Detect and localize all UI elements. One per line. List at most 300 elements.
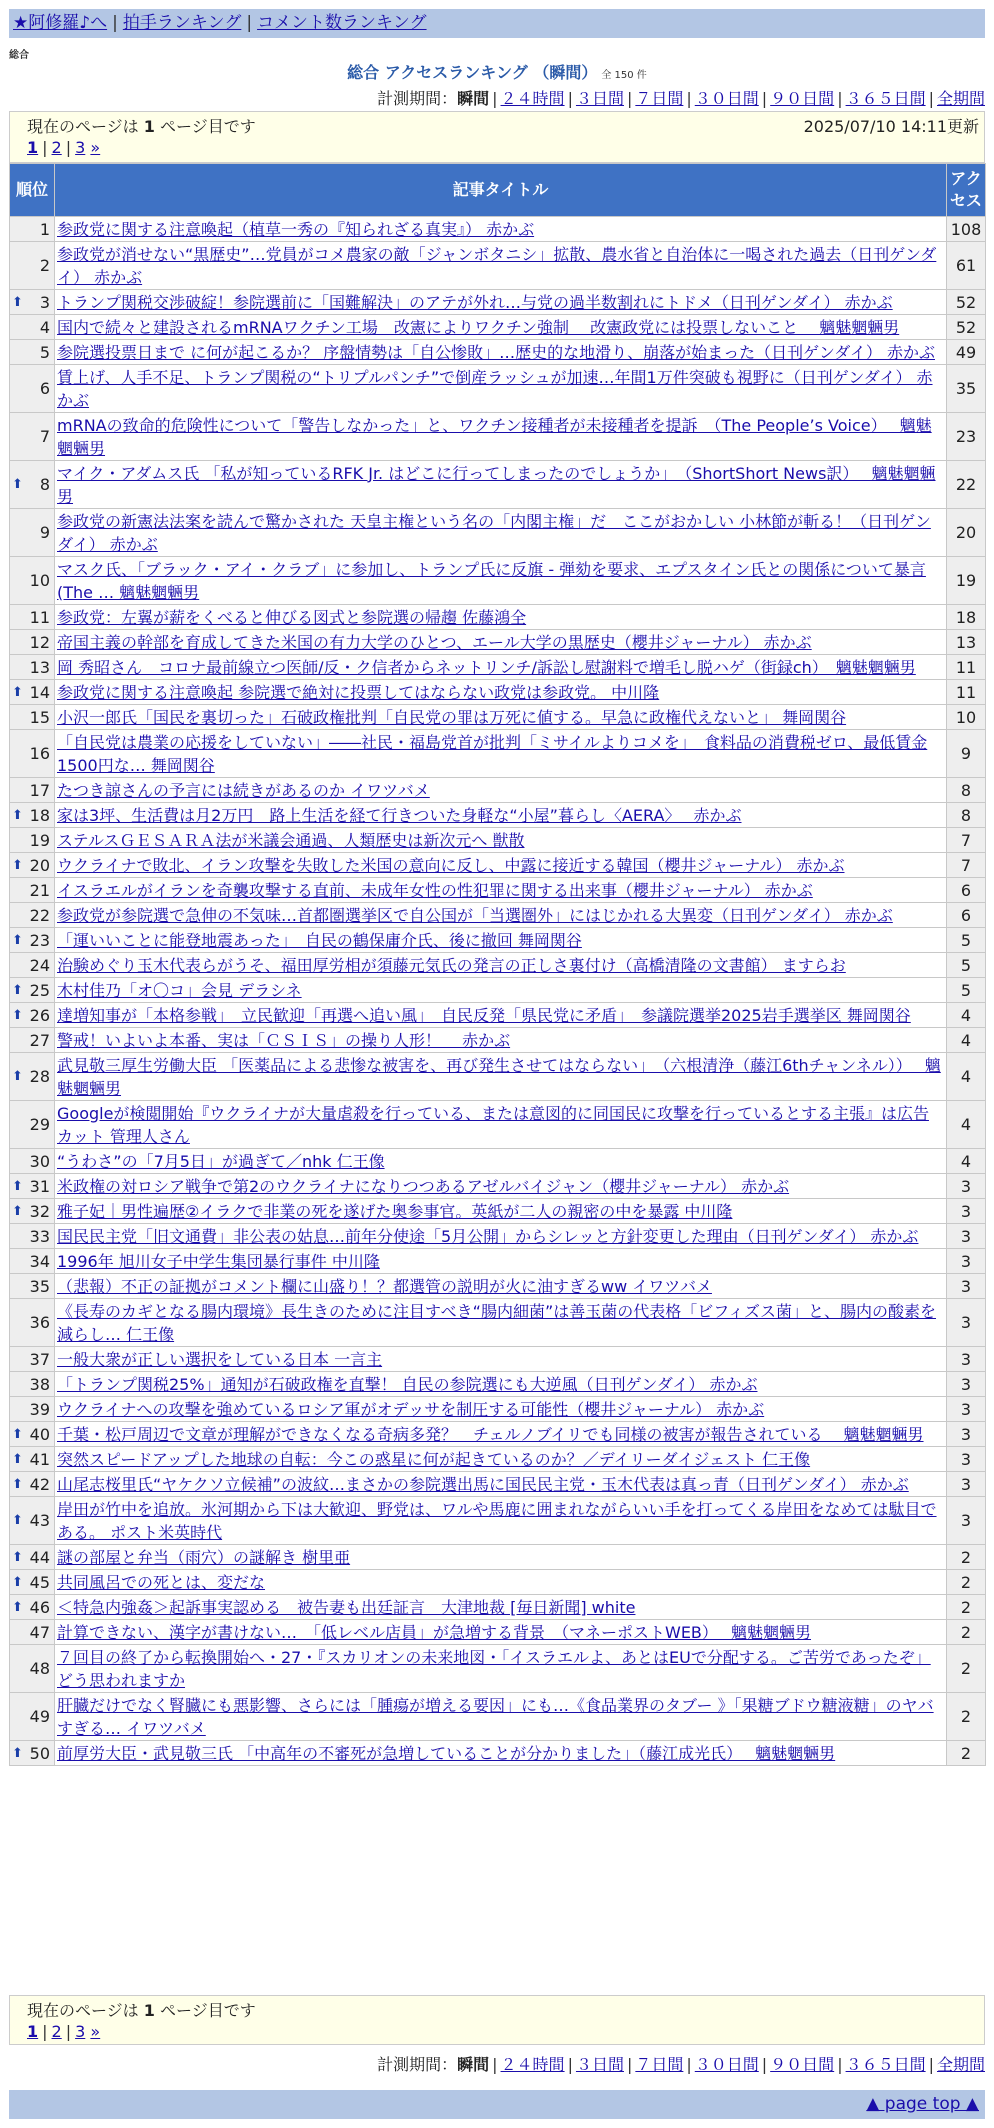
- table-row: [10, 853, 986, 878]
- rank-number: 4: [39, 317, 50, 337]
- rank-cell: [10, 605, 55, 630]
- article-link[interactable]: マスク氏、「ブラック・アイ・クラブ」に参加し、トランプ氏に反旗 - 弾劾を要求、エプスタイン氏との関係について暴言(The … 魑魅魍魎男: [57, 559, 926, 602]
- title-cell: [55, 1174, 947, 1199]
- access-count: 61: [947, 242, 986, 290]
- rank-cell: [10, 1620, 55, 1645]
- header-title: 記事タイトル: [55, 164, 947, 217]
- title-cell: [55, 1645, 947, 1693]
- rank-number: 47: [29, 1622, 50, 1642]
- header-access: アクセス: [947, 164, 986, 217]
- rank-cell: [10, 680, 55, 705]
- rank-cell: [10, 1101, 55, 1149]
- rank-cell: [10, 461, 55, 509]
- article-link[interactable]: 参政党が消せない“黒歴史”…党員がコメ農家の敵「ジャンボタニシ」拡散、農水省と自治体に一喝された過去（日刊ゲンダイ） 赤かぶ: [57, 244, 937, 287]
- access-count: 3: [947, 1422, 986, 1447]
- table-row: [10, 630, 986, 655]
- article-link[interactable]: 参政党に関する注意喚起 参院選で絶対に投票してはならない政党は参政党。 中川隆: [57, 682, 660, 702]
- article-link[interactable]: 雅子妃｜男性遍歴②イラクで非業の死を遂げた奥参事官。英紙が二人の親密の中を暴露 中川隆: [57, 1201, 733, 1221]
- table-row: [10, 1224, 986, 1249]
- title-cell: [55, 1497, 947, 1545]
- table-row: [10, 340, 986, 365]
- rank-cell: [10, 655, 55, 680]
- period-option-3[interactable]: ３０日間: [694, 89, 759, 108]
- title-cell: [55, 1620, 947, 1645]
- rank-number: 16: [29, 744, 50, 763]
- arrow-up-icon: ⬆: [12, 857, 23, 873]
- access-count: 2: [947, 1645, 986, 1693]
- article-link[interactable]: 家は3坪、生活費は月2万円 路上生活を経て行きついた身軽な“小屋”暮らし〈AERA〉 赤かぶ: [57, 805, 742, 825]
- article-link[interactable]: 千葉・松戸周辺で文章が理解ができなくなる奇病多発？ チェルノブイリでも同様の被害が報告されている 魑魅魍魎男: [57, 1424, 924, 1444]
- access-count: 3: [947, 1347, 986, 1372]
- article-link[interactable]: 参政党の新憲法法案を読んで驚かされた 天皇主権という名の「内閣主権」だ ここがおかしい 小林節が斬る！（日刊ゲンダイ） 赤かぶ: [57, 511, 931, 554]
- page-separator: |: [65, 2022, 72, 2041]
- article-link[interactable]: 山尾志桜里氏“ヤケクソ立候補”の波紋…まさかの参院選出馬に国民民主党・玉木代表は真っ青（日刊ゲンダイ） 赤かぶ: [57, 1474, 909, 1494]
- rank-cell: [10, 1347, 55, 1372]
- rank-cell: [10, 1447, 55, 1472]
- rank-number: 26: [29, 1005, 50, 1025]
- arrow-up-icon: ⬆: [12, 294, 23, 310]
- title-cell: [55, 778, 947, 803]
- table-row: [10, 928, 986, 953]
- table-row: [10, 242, 986, 290]
- title-cell: [55, 1003, 947, 1028]
- period-separator: |: [567, 2055, 573, 2074]
- clap-ranking-link[interactable]: 拍手ランキング: [122, 13, 242, 33]
- rank-cell: [10, 1595, 55, 1620]
- article-link[interactable]: 小沢一郎氏「国民を裏切った」石破政権批判「自民党の罪は万死に値する。早急に政権代えないと」 舞岡関谷: [57, 707, 847, 727]
- table-row: [10, 705, 986, 730]
- current-page-text: [27, 1998, 256, 2021]
- article-link[interactable]: 参院選投票日まで に何が起こるか？ 序盤情勢は「自公惨敗」…歴史的な地滑り、崩落が始まった（日刊ゲンダイ） 赤かぶ: [57, 342, 935, 362]
- article-link[interactable]: ＜特急内強姦＞起訴事実認める 被告妻も出廷証言 大津地裁 [毎日新聞] white: [57, 1597, 636, 1617]
- title-cell: [55, 705, 947, 730]
- access-count: 5: [947, 953, 986, 978]
- rank-number: 32: [29, 1201, 50, 1221]
- article-link[interactable]: 治験めぐり玉木代表らがうそ、福田厚労相が須藤元気氏の発言の正しさ裏付け（高橋清隆の文書館） ますらお: [57, 955, 846, 975]
- current-page-number: 1: [143, 2001, 155, 2020]
- period-option-2[interactable]: ７日間: [635, 2055, 684, 2074]
- access-count: 3: [947, 1299, 986, 1347]
- article-link[interactable]: トランプ関税交渉破綻！参院選前に「国難解決」のアテが外れ…与党の過半数割れにトドメ（日刊ゲンダイ） 赤かぶ: [57, 292, 893, 312]
- article-link[interactable]: ７回目の終了から転換開始へ・27・『スカリオンの未来地図・「イスラエルよ、あとはEUで分配する。ご苦労であったぞ」 どう思われますか: [57, 1647, 931, 1690]
- title-cell: [55, 1472, 947, 1497]
- current-page-prefix: 現在のページは: [27, 2001, 139, 2020]
- page-link-1[interactable]: 1: [27, 2022, 39, 2041]
- arrow-up-icon: ⬆: [12, 1574, 23, 1590]
- title-cell: [55, 1249, 947, 1274]
- page-top-link[interactable]: ▲ page top ▲: [866, 2094, 979, 2114]
- rank-cell: [10, 1199, 55, 1224]
- title-cell: [55, 217, 947, 242]
- period-option-1[interactable]: ３日間: [575, 2055, 624, 2074]
- rank-number: 18: [29, 805, 50, 825]
- title-cell: [55, 928, 947, 953]
- title-cell: [55, 1224, 947, 1249]
- title-cell: [55, 365, 947, 413]
- title-cell: [55, 1347, 947, 1372]
- current-page-suffix: ページ目です: [160, 2001, 256, 2020]
- rank-cell: [10, 1003, 55, 1028]
- title-cell: [55, 828, 947, 853]
- page-link-3[interactable]: 3: [75, 2022, 86, 2041]
- article-link[interactable]: Googleが検閲開始『ウクライナが大量虐殺を行っている、または意図的に同国民に攻撃を行っているとする主張』は広告カット 管理人さん: [57, 1103, 929, 1146]
- access-count: 4: [947, 1028, 986, 1053]
- article-link[interactable]: 前厚労大臣・武見敬三氏 「中高年の不審死が急増していることが分かりました」（藤江成光氏） 魑魅魍魎男: [57, 1743, 836, 1763]
- article-link[interactable]: 一般大衆が正しい選択をしている日本 一言主: [57, 1349, 383, 1369]
- next-page-link[interactable]: »: [90, 138, 101, 157]
- period-option-4[interactable]: ９０日間: [770, 89, 835, 108]
- access-count: 2: [947, 1741, 986, 1766]
- period-option-6[interactable]: 全期間: [936, 2055, 985, 2074]
- rank-number: 8: [39, 475, 50, 494]
- article-link[interactable]: イスラエルがイランを奇襲攻撃する直前、未成年女性の性犯罪に関する出来事（櫻井ジャーナル） 赤かぶ: [57, 880, 813, 900]
- total-count: 全 150 件: [601, 70, 647, 81]
- article-link[interactable]: 達増知事が「本格参戦」 立民歓迎「再選へ追い風」 自民反発「県民党に矛盾」 参議院選挙2025岩手選挙区 舞岡関谷: [57, 1005, 911, 1025]
- rank-cell: [10, 630, 55, 655]
- table-row: [10, 365, 986, 413]
- rank-cell: [10, 315, 55, 340]
- rank-cell: [10, 1645, 55, 1693]
- access-count: 23: [947, 413, 986, 461]
- article-link[interactable]: ウクライナへの攻撃を強めているロシア軍がオデッサを制圧する可能性（櫻井ジャーナル） 赤かぶ: [57, 1399, 765, 1419]
- rank-number: 13: [29, 657, 50, 677]
- title-cell: [55, 953, 947, 978]
- rank-cell: [10, 828, 55, 853]
- table-row: [10, 1149, 986, 1174]
- category-label: 総合: [9, 50, 29, 61]
- comment-ranking-link[interactable]: コメント数ランキング: [257, 13, 427, 33]
- page-link-3[interactable]: 3: [75, 138, 86, 157]
- title-cell: [55, 1274, 947, 1299]
- rank-number: 38: [29, 1374, 50, 1394]
- period-separator: |: [837, 89, 843, 108]
- title-cell: [55, 803, 947, 828]
- title-cell: [55, 730, 947, 778]
- title-cell: [55, 1595, 947, 1620]
- article-link[interactable]: 突然スピードアップした地球の自転：今この惑星に何が起きているのか？／デイリーダイジェスト 仁王像: [57, 1449, 811, 1469]
- nav-separator: |: [246, 13, 253, 33]
- rank-number: 19: [29, 830, 50, 850]
- arrow-up-icon: ⬆: [12, 1451, 23, 1467]
- period-option-6[interactable]: 全期間: [936, 89, 985, 108]
- rank-number: 35: [29, 1276, 50, 1296]
- rank-cell: [10, 1741, 55, 1766]
- period-label: 計測期間：: [377, 89, 458, 108]
- rank-cell: [10, 1693, 55, 1741]
- rank-cell: [10, 413, 55, 461]
- table-row: [10, 461, 986, 509]
- page-separator: |: [42, 138, 48, 157]
- period-option-0[interactable]: ２４時間: [500, 2055, 565, 2074]
- article-link[interactable]: 帝国主義の幹部を育成してきた米国の有力大学のひとつ、エール大学の黒歴史（櫻井ジャーナル） 赤かぶ: [57, 632, 812, 652]
- article-link[interactable]: 《長寿のカギとなる腸内環境》長生きのために注目すべき“腸内細菌”は善玉菌の代表格「ビフィズス菌」と、腸内の酸素を減らし… 仁王像: [57, 1301, 936, 1344]
- access-count: 13: [947, 630, 986, 655]
- access-count: 52: [947, 290, 986, 315]
- rank-number: 21: [29, 880, 50, 900]
- rank-number: 11: [29, 607, 50, 627]
- arrow-up-icon: ⬆: [12, 1513, 23, 1528]
- title-cell: [55, 340, 947, 365]
- access-count: 6: [947, 903, 986, 928]
- arrow-up-icon: ⬆: [12, 1476, 23, 1492]
- table-row: [10, 1274, 986, 1299]
- title-cell: [55, 315, 947, 340]
- article-link[interactable]: 共同風呂での死とは、変だな: [57, 1572, 266, 1592]
- article-link[interactable]: たつき諒さんの予言には続きがあるのか イワツバメ: [57, 780, 430, 800]
- access-count: 3: [947, 1199, 986, 1224]
- rank-cell: [10, 557, 55, 605]
- rank-cell: [10, 1545, 55, 1570]
- period-separator: |: [686, 2055, 692, 2074]
- page-links: [27, 138, 100, 157]
- rank-cell: [10, 340, 55, 365]
- rank-number: 5: [39, 342, 50, 362]
- rank-cell: [10, 928, 55, 953]
- article-link[interactable]: 「自民党は農業の応援をしていない」――社民・福島党首が批判「ミサイルよりコメを」 食料品の消費税ゼロ、最低賃金1500円な… 舞岡関谷: [57, 732, 928, 775]
- access-count: 2: [947, 1693, 986, 1741]
- current-page-number: 1: [143, 117, 155, 136]
- period-option-0[interactable]: ２４時間: [500, 89, 565, 108]
- rank-number: 3: [39, 292, 50, 312]
- arrow-up-icon: ⬆: [12, 1599, 23, 1615]
- rank-number: 14: [29, 682, 50, 702]
- arrow-up-icon: ⬆: [12, 1007, 23, 1023]
- title-cell: [55, 1299, 947, 1347]
- home-link[interactable]: ★阿修羅♪へ: [13, 13, 108, 33]
- period-separator: |: [492, 89, 498, 108]
- article-link[interactable]: ウクライナで敗北、イラン攻撃を失敗した米国の意向に反し、中露に接近する韓国（櫻井ジャーナル） 赤かぶ: [57, 855, 845, 875]
- rank-number: 10: [29, 571, 50, 590]
- table-row: [10, 1620, 986, 1645]
- title-cell: [55, 1199, 947, 1224]
- rank-number: 40: [29, 1424, 50, 1444]
- rank-number: 7: [39, 427, 50, 446]
- rank-cell: [10, 509, 55, 557]
- article-link[interactable]: 謎の部屋と弁当（雨穴）の謎解き 樹里亜: [57, 1547, 351, 1567]
- rank-cell: [10, 903, 55, 928]
- table-row: [10, 1199, 986, 1224]
- arrow-up-icon: ⬆: [12, 982, 23, 998]
- arrow-up-icon: ⬆: [12, 807, 23, 823]
- rank-number: 9: [39, 523, 50, 542]
- rank-cell: [10, 242, 55, 290]
- rank-number: 41: [29, 1449, 50, 1469]
- rank-number: 1: [39, 219, 50, 239]
- period-separator: |: [626, 2055, 633, 2074]
- period-option-5[interactable]: ３６５日間: [845, 89, 926, 108]
- rank-cell: [10, 778, 55, 803]
- table-row: [10, 1422, 986, 1447]
- period-separator: |: [761, 2055, 768, 2074]
- rank-cell: [10, 1299, 55, 1347]
- nav-separator: |: [112, 13, 118, 33]
- article-link[interactable]: 肝臓だけでなく腎臓にも悪影響、さらには「腫瘍が増える要因」にも…《食品業界のタブー 》「果糖ブドウ糖液糖」のヤバすぎる… イワツバメ: [57, 1695, 934, 1738]
- rank-number: 44: [29, 1547, 50, 1567]
- article-link[interactable]: “うわさ”の「7月5日」が過ぎて／nhk 仁王像: [57, 1151, 385, 1171]
- access-count: 3: [947, 1249, 986, 1274]
- table-row: [10, 1347, 986, 1372]
- arrow-up-icon: ⬆: [12, 1426, 23, 1442]
- rank-number: 30: [29, 1151, 50, 1171]
- article-link[interactable]: 岸田が竹中を追放。氷河期から下は大歓迎、野党は、ワルや馬鹿に囲まれながらいい手を打ってくる岸田をなめては駄目である。 ポスト米英時代: [57, 1499, 937, 1542]
- title-cell: [55, 1149, 947, 1174]
- access-count: 2: [947, 1545, 986, 1570]
- access-count: 22: [947, 461, 986, 509]
- title-cell: [55, 242, 947, 290]
- table-row: [10, 557, 986, 605]
- table-row: [10, 1028, 986, 1053]
- article-link[interactable]: マイク・アダムス氏 「私が知っているRFK Jr. はどこに行ってしまったのでしょうか」 （ShortShort News訳） 魑魅魍魎男: [57, 463, 936, 506]
- rank-number: 45: [29, 1572, 50, 1592]
- rank-number: 36: [29, 1313, 50, 1332]
- table-row: [10, 978, 986, 1003]
- article-link[interactable]: ステルスＧＥＳＡＲＡ法が米議会通過、人類歴史は新次元へ 獣散: [57, 830, 525, 850]
- article-link[interactable]: 計算できない、漢字が書けない… 「低レベル店員」が急増する背景 （マネーポストWEB） 魑魅魍魎男: [57, 1622, 811, 1642]
- period-option-4[interactable]: ９０日間: [770, 2055, 835, 2074]
- table-row: [10, 1053, 986, 1101]
- rank-number: 28: [29, 1067, 50, 1086]
- title-cell: [55, 903, 947, 928]
- title-cell: [55, 1422, 947, 1447]
- article-link[interactable]: mRNAの致命的危険性について「警告しなかった」と、ワクチン接種者が未接種者を提訴 （The People’s Voice） 魑魅魍魎男: [57, 415, 932, 458]
- access-count: 3: [947, 1472, 986, 1497]
- article-link[interactable]: 参政党に関する注意喚起（植草一秀の『知られざる真実』） 赤かぶ: [57, 219, 535, 239]
- ranking-title: 総合 アクセスランキング （瞬間）: [347, 63, 598, 82]
- article-link[interactable]: 米政権の対ロシア戦争で第2のウクライナになりつつあるアゼルバイジャン（櫻井ジャーナル） 赤かぶ: [57, 1176, 790, 1196]
- ranking-rows: [10, 217, 986, 1766]
- article-link[interactable]: 武見敬三厚生労働大臣 「医薬品による悲惨な被害を、再び発生させてはならない」 （六根清浄（藤江6thチャンネル）） 魑魅魍魎男: [57, 1055, 941, 1098]
- table-row: [10, 878, 986, 903]
- rank-number: 37: [29, 1349, 50, 1369]
- table-row: [10, 803, 986, 828]
- table-row: [10, 778, 986, 803]
- bottom-bar: [9, 2090, 985, 2119]
- arrow-up-icon: ⬆: [12, 684, 23, 700]
- rank-number: 34: [29, 1251, 50, 1271]
- access-count: 35: [947, 365, 986, 413]
- access-count: 2: [947, 1595, 986, 1620]
- table-row: [10, 730, 986, 778]
- rank-number: 24: [29, 955, 50, 975]
- ranking-table: [9, 163, 986, 1766]
- table-row: [10, 1299, 986, 1347]
- period-option-3[interactable]: ３０日間: [694, 2055, 759, 2074]
- rank-cell: [10, 1422, 55, 1447]
- period-current: 瞬間: [457, 2055, 490, 2074]
- article-link[interactable]: 賃上げ、人手不足、トランプ関税の“トリプルパンチ”で倒産ラッシュが加速…年間1万件突破も視野に（日刊ゲンダイ） 赤かぶ: [57, 367, 933, 410]
- access-count: 5: [947, 978, 986, 1003]
- article-link[interactable]: 国民民主党「旧文通費」非公表の姑息…前年分使途「5月公開」からシレッと方針変更した理由（日刊ゲンダイ） 赤かぶ: [57, 1226, 919, 1246]
- access-count: 9: [947, 730, 986, 778]
- title-cell: [55, 1101, 947, 1149]
- table-row: [10, 953, 986, 978]
- article-link[interactable]: 参政党：左翼が薪をくべると伸びる図式と参院選の帰趨 佐藤鴻全: [57, 607, 527, 627]
- access-count: 6: [947, 878, 986, 903]
- rank-number: 23: [29, 930, 50, 950]
- article-link[interactable]: 「運いいことに能登地震あった」 自民の鶴保庸介氏、後に撤回 舞岡関谷: [57, 930, 582, 950]
- rank-cell: [10, 803, 55, 828]
- rank-number: 12: [29, 632, 50, 652]
- rank-number: 43: [29, 1511, 50, 1530]
- rank-cell: [10, 1497, 55, 1545]
- article-link[interactable]: 岡 秀昭さん コロナ最前線立つ医師/反・ク信者からネットリンチ/訴訟し慰謝料で増毛し脱ハゲ（街録ch） 魑魅魍魎男: [57, 657, 916, 677]
- period-separator: |: [626, 89, 633, 108]
- rank-cell: [10, 1274, 55, 1299]
- rank-cell: [10, 853, 55, 878]
- page-link-1[interactable]: 1: [27, 138, 39, 157]
- access-count: 49: [947, 340, 986, 365]
- rank-number: 50: [29, 1743, 50, 1763]
- access-count: 7: [947, 828, 986, 853]
- rank-cell: [10, 705, 55, 730]
- title-cell: [55, 853, 947, 878]
- rank-cell: [10, 878, 55, 903]
- article-link[interactable]: 木村佳乃「オ〇コ」会見 デラシネ: [57, 980, 302, 1000]
- table-row: [10, 1397, 986, 1422]
- period-option-2[interactable]: ７日間: [635, 89, 684, 108]
- top-nav-bar: [9, 9, 985, 38]
- rank-cell: [10, 365, 55, 413]
- page-link-2[interactable]: 2: [51, 2022, 62, 2041]
- access-count: 19: [947, 557, 986, 605]
- article-link[interactable]: 警戒！いよいよ本番、実は「ＣＳＩＳ」の操り人形！ 赤かぶ: [57, 1030, 511, 1050]
- rank-cell: [10, 1397, 55, 1422]
- rank-number: 48: [29, 1659, 50, 1678]
- title-cell: [55, 461, 947, 509]
- arrow-up-icon: ⬆: [12, 1203, 23, 1219]
- period-label: 計測期間：: [377, 2055, 458, 2074]
- header-rank: 順位: [10, 164, 55, 217]
- rank-number: 22: [29, 905, 50, 925]
- period-separator: |: [928, 89, 934, 108]
- period-option-1[interactable]: ３日間: [575, 89, 624, 108]
- next-page-link[interactable]: »: [90, 2022, 101, 2041]
- access-count: 108: [947, 217, 986, 242]
- access-count: 3: [947, 1274, 986, 1299]
- article-link[interactable]: 国内で続々と建設されるmRNAワクチン工場 改憲によりワクチン強制 改憲政党には投票しないこと 魑魅魍魎男: [57, 317, 900, 337]
- article-link[interactable]: （悲報）不正の証拠がコメント欄に山盛り！？都選管の説明が火に油すぎるww イワツバメ: [57, 1276, 712, 1296]
- access-count: 3: [947, 1397, 986, 1422]
- table-row: [10, 1249, 986, 1274]
- rank-number: 39: [29, 1399, 50, 1419]
- rank-cell: [10, 1570, 55, 1595]
- article-link[interactable]: 1996年 旭川女子中学生集団暴行事件 中川隆: [57, 1251, 380, 1271]
- title-cell: [55, 1028, 947, 1053]
- title-cell: [55, 557, 947, 605]
- access-count: 4: [947, 1149, 986, 1174]
- arrow-up-icon: ⬆: [12, 477, 23, 492]
- title-cell: [55, 509, 947, 557]
- access-count: 3: [947, 1174, 986, 1199]
- current-page-suffix: ページ目です: [160, 117, 256, 136]
- article-link[interactable]: 参政党が参院選で急伸の不気味…首都圏選挙区で自公国が「当選圏外」にはじかれる大異変（日刊ゲンダイ） 赤かぶ: [57, 905, 893, 925]
- page-link-2[interactable]: 2: [51, 138, 62, 157]
- pager-top: [9, 111, 985, 163]
- access-count: 52: [947, 315, 986, 340]
- period-separator: |: [492, 2055, 498, 2074]
- access-count: 3: [947, 1372, 986, 1397]
- table-row: [10, 1497, 986, 1545]
- article-link[interactable]: 「トランプ関税25%」通知が石破政権を直撃！ 自民の参院選にも大逆風（日刊ゲンダイ） 赤かぶ: [57, 1374, 758, 1394]
- title-cell: [55, 290, 947, 315]
- table-row: [10, 1741, 986, 1766]
- arrow-up-icon: ⬆: [12, 1745, 23, 1761]
- table-row: [10, 315, 986, 340]
- period-option-5[interactable]: ３６５日間: [845, 2055, 926, 2074]
- arrow-up-icon: ⬆: [12, 1178, 23, 1194]
- period-selector-bottom: [377, 2052, 985, 2075]
- title-cell: [55, 1447, 947, 1472]
